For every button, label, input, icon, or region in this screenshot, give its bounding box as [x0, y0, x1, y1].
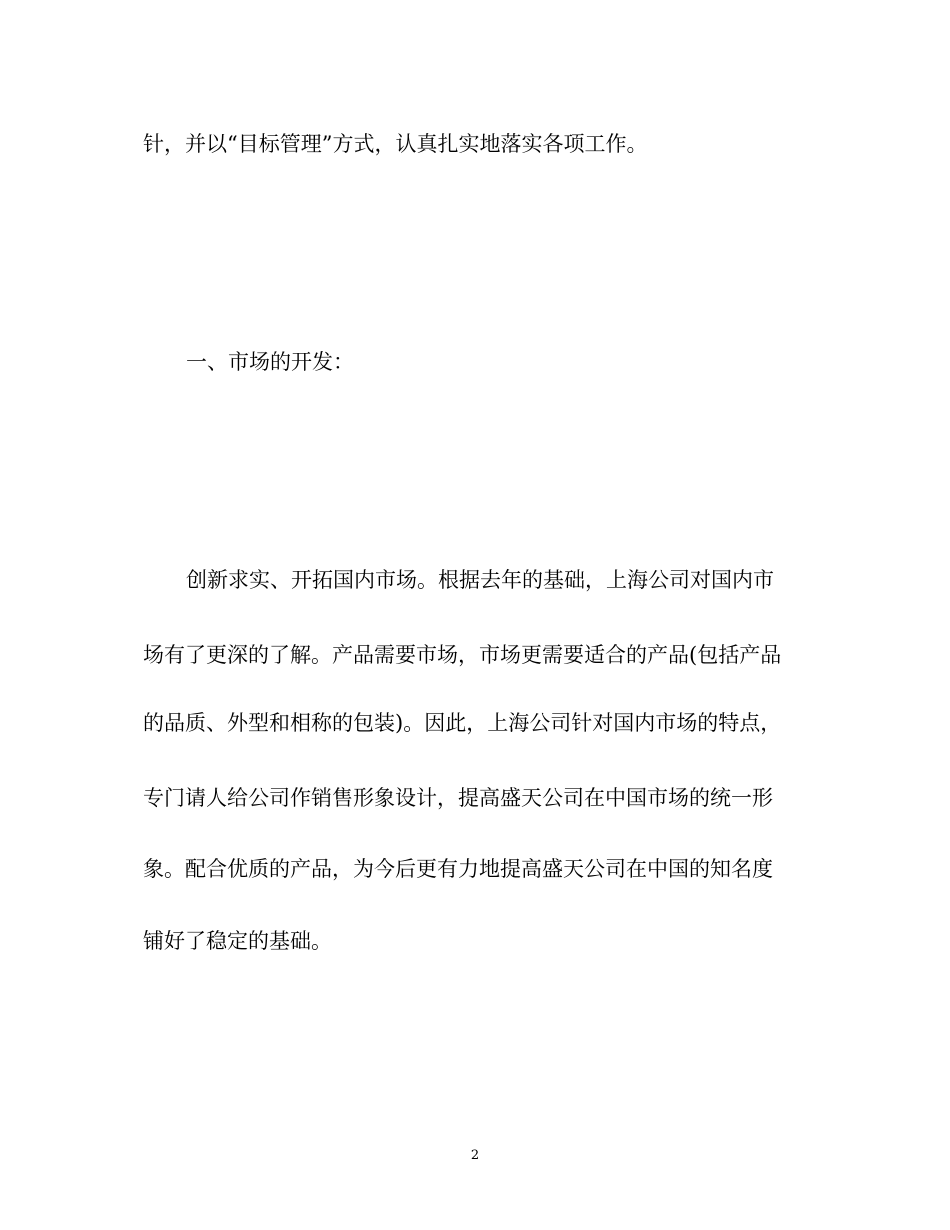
paragraph-line-4: 专门请人给公司作销售形象设计，提高盛天公司在中国市场的统一形 [143, 786, 773, 810]
paragraph-line-6: 铺好了稳定的基础。 [143, 929, 332, 953]
page-number: 2 [470, 1148, 480, 1163]
section-heading: 一、市场的开发： [186, 350, 354, 374]
paragraph-line-3: 的品质、外型和相称的包装)。因此，上海公司针对国内市场的特点， [143, 711, 782, 735]
paragraph-line-5: 象。配合优质的产品，为今后更有力地提高盛天公司在中国的知名度 [143, 857, 773, 881]
paragraph-line-1: 创新求实、开拓国内市场。根据去年的基础，上海公司对国内市 [186, 568, 774, 592]
paragraph-line-2: 场有了更深的了解。产品需要市场，市场更需要适合的产品(包括产品 [143, 643, 782, 667]
opening-text-line: 针，并以“目标管理”方式，认真扎实地落实各项工作。 [143, 132, 648, 156]
